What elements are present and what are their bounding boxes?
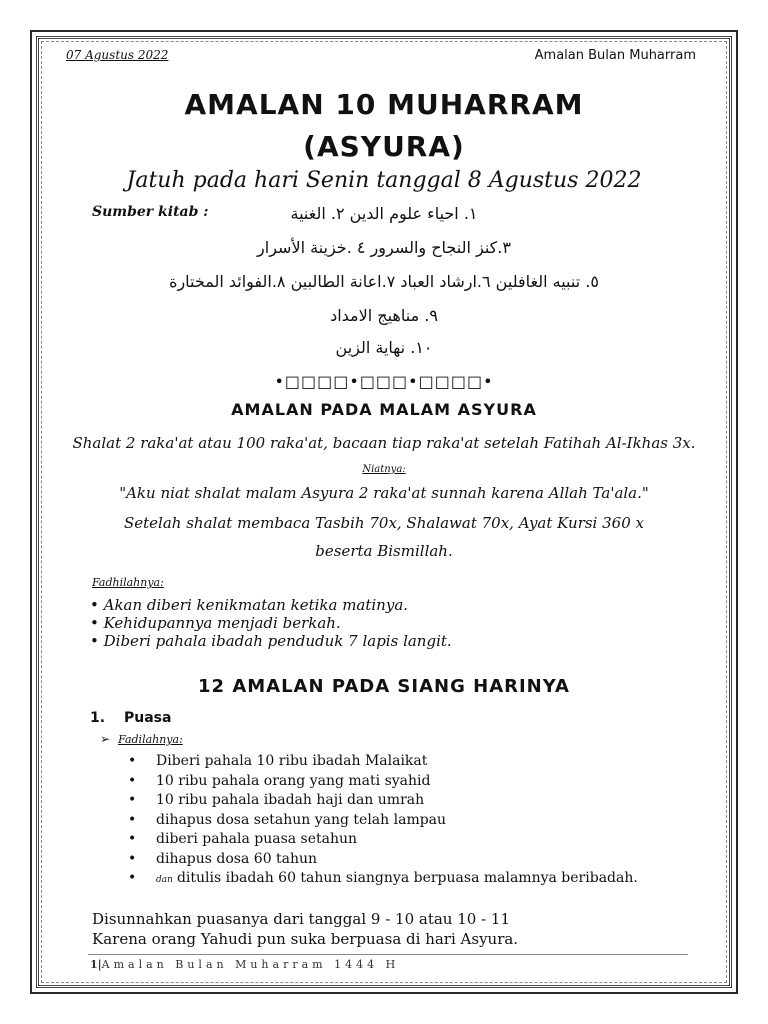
note-line-1: Disunnahkan puasanya dari tanggal 9 - 10 atau 10 - 11 [92,910,511,928]
source-line-2: ٣.كنز النجاح والسرور ٤ .خزينة الأسرار [257,238,511,257]
bullet-icon: • [128,753,137,769]
header-date: 07 Agustus 2022 [66,48,169,62]
numbered-item-puasa [90,710,171,726]
list-item: • dan ditulis ibadah 60 tahun siangnya berpuasa malamnya beribadah. [128,869,638,891]
fadilah-sub [100,732,183,746]
page-footer [90,958,399,971]
niat-text: "Aku niat shalat malam Asyura 2 raka'at sunnah karena Allah Ta'ala." [119,484,649,502]
note-line-2: Karena orang Yahudi pun suka berpuasa di hari Asyura. [92,930,519,948]
bullet-icon: • [128,850,137,867]
fadilah-label: Fadilahnya: [118,733,183,746]
main-title-line1: AMALAN 10 MUHARRAM [184,88,584,121]
footer-separator: | [97,958,102,971]
bullet-icon: • [128,792,137,808]
page-number: 1 [90,958,98,971]
list-item: • Kehidupannya menjadi berkah. [90,614,341,632]
dan-prefix: dan [156,875,173,885]
benefit-list [128,752,638,891]
list-item: • 10 ribu pahala ibadah haji dan umrah [128,791,638,811]
list-item: • Diberi pahala ibadah penduduk 7 lapis langit. [90,632,452,650]
source-line-4: ٩. مناهيج الامداد [330,306,438,325]
bullet-icon: • [128,831,137,847]
ornament-divider: •□□□□•□□□•□□□□• [274,372,494,391]
document-page [44,44,724,980]
item-title: Puasa [124,710,172,726]
footer-rule [88,954,688,955]
source-line-5: ١٠. نهاية الزين [335,338,433,357]
bullet-icon: • [128,870,137,886]
niat-label: Niatnya: [362,464,406,475]
item-number: 1. [90,710,106,726]
list-item: • Akan diberi kenikmatan ketika matinya. [90,596,409,614]
fadhilah-list [90,596,452,650]
night-prayer-text: Shalat 2 raka'at atau 100 raka'at, bacaan tiap raka'at setelah Fatihah Al-Ikhas 3x. [72,434,696,452]
bullet-icon: • [128,772,137,789]
fadhilah-label: Fadhilahnya: [92,576,164,589]
night-heading: AMALAN PADA MALAM ASYURA [231,400,537,419]
sources-label: Sumber kitab : [92,204,209,220]
main-title-line2: (ASYURA) [303,130,465,163]
bullet-icon: • [128,811,137,828]
arrow-bullet-icon: ➢ [100,732,111,746]
source-line-1: ١. احياء علوم الدين ٢. الغنية [290,204,478,223]
after-prayer-line-1: Setelah shalat membaca Tasbih 70x, Shalawat 70x, Ayat Kursi 360 x [124,514,644,532]
source-line-3: ٥. تنبيه الغافلين ٦.ارشاد العباد ٧.اعانة الطالبين ٨.الفوائد المختارة [169,272,599,291]
day-heading: 12 AMALAN PADA SIANG HARINYA [198,676,570,697]
footer-text: Amalan Bulan Muharram 1444 H [101,958,400,971]
list-item: • diberi pahala puasa setahun [128,830,638,850]
header-running-title: Amalan Bulan Muharram [534,48,696,63]
after-prayer-line-2: beserta Bismillah. [315,542,453,560]
list-item: • 10 ribu pahala orang yang mati syahid [128,772,638,792]
list-item: • dihapus dosa setahun yang telah lampau [128,811,638,831]
list-item: • Diberi pahala 10 ribu ibadah Malaikat [128,752,638,772]
subtitle: Jatuh pada hari Senin tanggal 8 Agustus 2022 [126,168,642,193]
list-item: • dihapus dosa 60 tahun [128,850,638,870]
